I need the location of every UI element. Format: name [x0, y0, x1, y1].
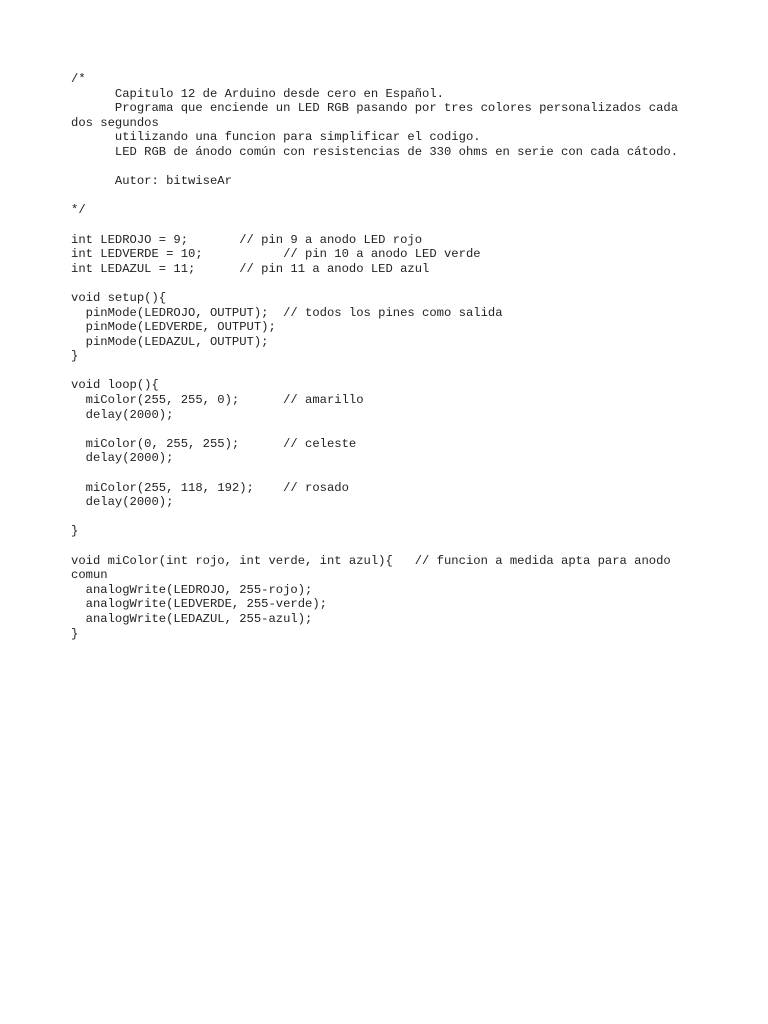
code-line: Programa que enciende un LED RGB pasando por tres colores personalizados cada [71, 101, 679, 116]
code-line: miColor(0, 255, 255); // celeste [71, 436, 357, 451]
code-line: analogWrite(LEDROJO, 255-rojo); [71, 582, 313, 597]
code-line: delay(2000); [71, 495, 174, 510]
code-line: */ [71, 203, 86, 218]
code-line: int LEDAZUL = 11; // pin 11 a anodo LED azul [71, 261, 430, 276]
code-line [71, 466, 751, 481]
code-line: analogWrite(LEDVERDE, 255-verde); [71, 597, 327, 612]
code-line [71, 539, 751, 554]
code-line [71, 364, 751, 379]
code-line [71, 218, 751, 233]
code-line: miColor(255, 118, 192); // rosado [71, 480, 349, 495]
code-line [71, 276, 751, 291]
code-line: Autor: bitwiseAr [71, 174, 232, 189]
code-line: } [71, 524, 79, 539]
code-line: void miColor(int rojo, int verde, int azul){ // funcion a medida apta para anodo [71, 553, 671, 568]
code-line: void setup(){ [71, 290, 167, 305]
code-line: LED RGB de ánodo común con resistencias de 330 ohms en serie con cada cátodo. [71, 144, 679, 159]
code-line: Capitulo 12 de Arduino desde cero en Español. [71, 86, 444, 101]
code-line: miColor(255, 255, 0); // amarillo [71, 393, 364, 408]
code-line: void loop(){ [71, 378, 159, 393]
code-line: int LEDROJO = 9; // pin 9 a anodo LED rojo [71, 232, 423, 247]
code-line: dos segundos [71, 115, 159, 130]
code-line [71, 422, 751, 437]
code-line: delay(2000); [71, 407, 174, 422]
code-line [71, 189, 751, 204]
code-line [71, 160, 751, 175]
code-line: comun [71, 568, 108, 583]
code-line: } [71, 349, 79, 364]
code-line [71, 510, 751, 525]
code-line: analogWrite(LEDAZUL, 255-azul); [71, 611, 313, 626]
code-listing [71, 72, 751, 641]
code-line: delay(2000); [71, 451, 174, 466]
code-line: int LEDVERDE = 10; // pin 10 a anodo LED verde [71, 247, 481, 262]
code-line: pinMode(LEDROJO, OUTPUT); // todos los pines como salida [71, 305, 503, 320]
code-line: pinMode(LEDVERDE, OUTPUT); [71, 320, 276, 335]
code-line: pinMode(LEDAZUL, OUTPUT); [71, 334, 269, 349]
code-line: /* [71, 72, 86, 86]
code-line: } [71, 626, 79, 641]
code-line: utilizando una funcion para simplificar el codigo. [71, 130, 481, 145]
